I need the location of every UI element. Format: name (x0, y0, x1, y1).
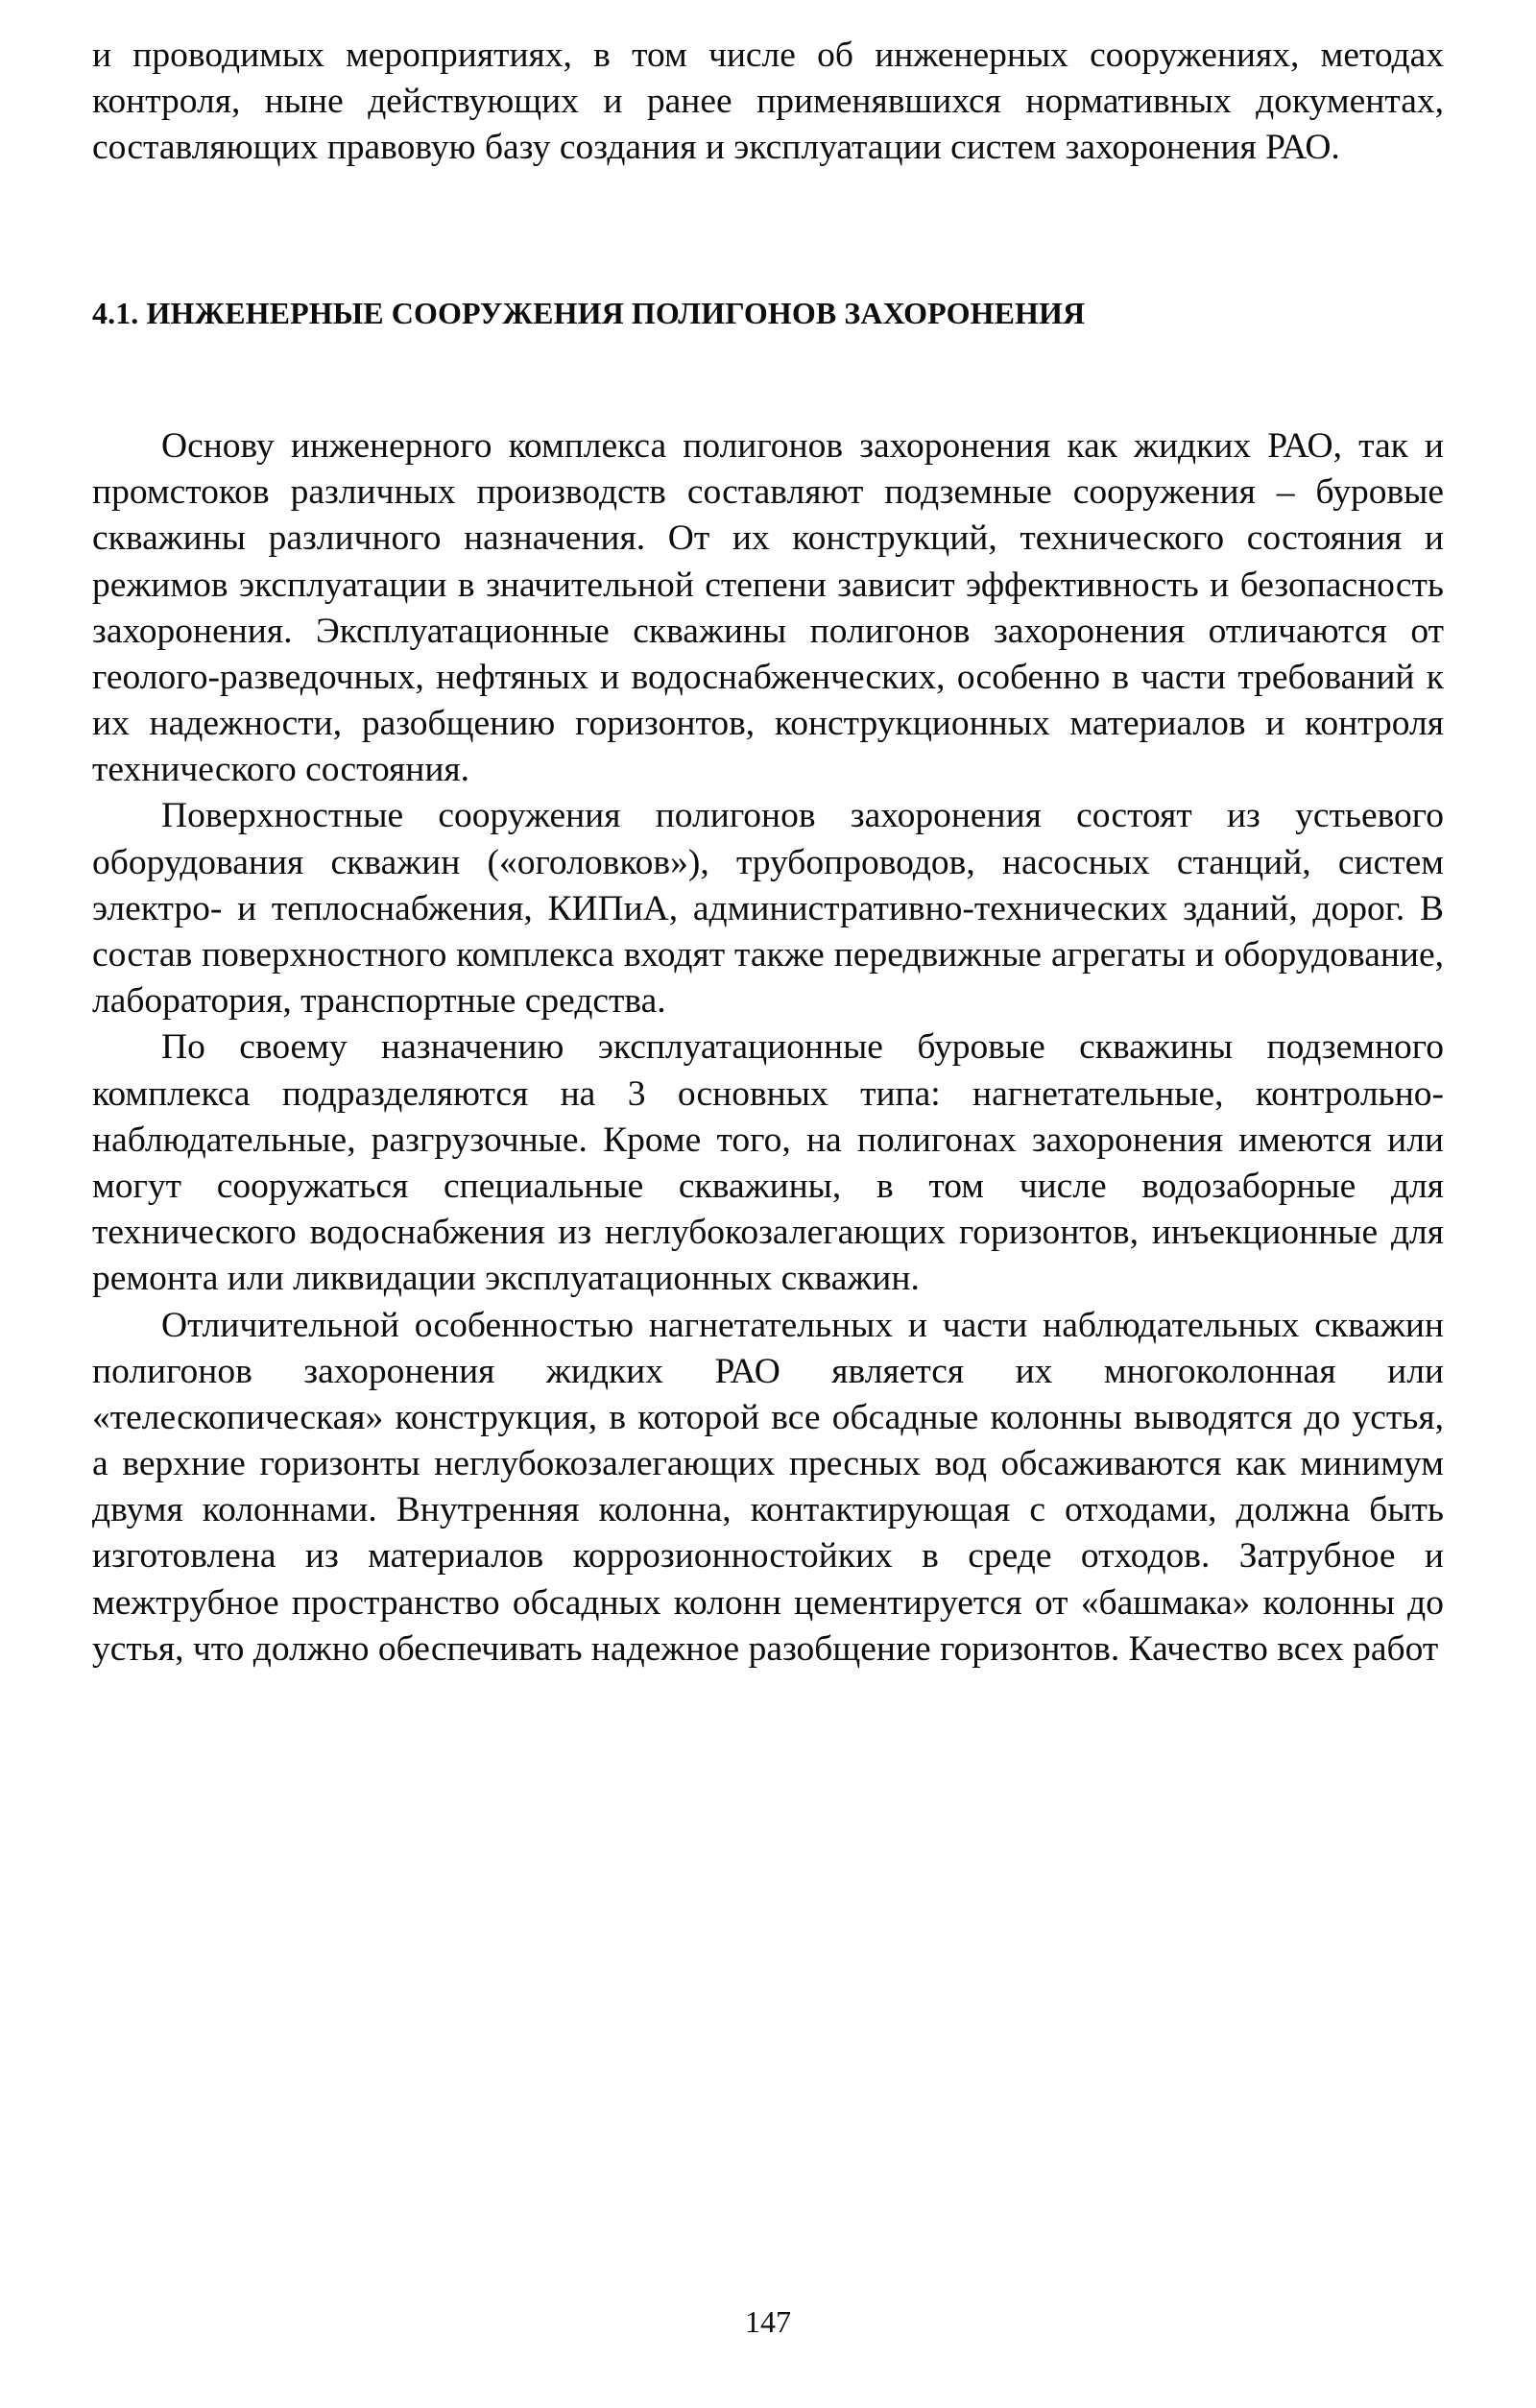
page-number: 147 (745, 2304, 791, 2339)
paragraph-2: Поверхностные сооружения полигонов захоронения состоят из устьевого оборудования скважин («оголовков»), трубопроводов, насосных станций, систем электро- и теплоснабжения, КИПиА, административно-технических зданий, дорог. В состав поверхностного комплекса входят также передвижные агрегаты и оборудование, лаборатория, транспортные средства. (92, 796, 1444, 1022)
page-body (92, 33, 1444, 1673)
paragraph-4: Отличительной особенностью нагнетательных и части наблюдательных скважин полигонов захоронения жидких РАО является их многоколонная или «телескопическая» конструкция, в которой все обсадные колонны выводятся до устья, а верхние горизонты неглубокозалегающих пресных вод обсаживаются как минимум двумя колоннами. Внутренняя колонна, контактирующая с отходами, должна быть изготовлена из материалов коррозионностойких в среде отходов. Затрубное и межтрубное пространство обсадных колонн цементируется от «башмака» колонны до устья, что должно обеспечивать надежное разобщение горизонтов. Качество всех работ (92, 1305, 1444, 1669)
paragraph-intro-continued: и проводимых мероприятиях, в том числе об инженерных сооружениях, методах контроля, ныне действующих и ранее применявшихся нормативных документах, составляющих правовую базу создания и эксплуатации систем захоронения РАО. (92, 36, 1444, 168)
paragraph-3: По своему назначению эксплуатационные буровые скважины подземного комплекса подразделяются на 3 основных типа: нагнетательные, контрольно-наблюдательные, разгрузочные. Кроме того, на полигонах захоронения имеются или могут сооружаться специальные скважины, в том числе водозаборные для технического водоснабжения из неглубокозалегающих горизонтов, инъекционные для ремонта или ликвидации эксплуатационных скважин. (92, 1027, 1444, 1299)
paragraph-1: Основу инженерного комплекса полигонов захоронения как жидких РАО, так и промстоков различных производств составляют подземные сооружения – буровые скважины различного назначения. От их конструкций, технического состояния и режимов эксплуатации в значительной степени зависит эффективность и безопасность захоронения. Эксплуатационные скважины полигонов захоронения отличаются от геолого-разведочных, нефтяных и водоснабженческих, особенно в части требований к их надежности, разобщению горизонтов, конструкционных материалов и контроля технического состояния. (92, 425, 1444, 790)
spacer-above-heading (92, 172, 1444, 295)
section-heading: 4.1. ИНЖЕНЕРНЫЕ СООРУЖЕНИЯ ПОЛИГОНОВ ЗАХОРОНЕНИЯ (92, 295, 1086, 330)
spacer-below-heading (92, 331, 1444, 423)
